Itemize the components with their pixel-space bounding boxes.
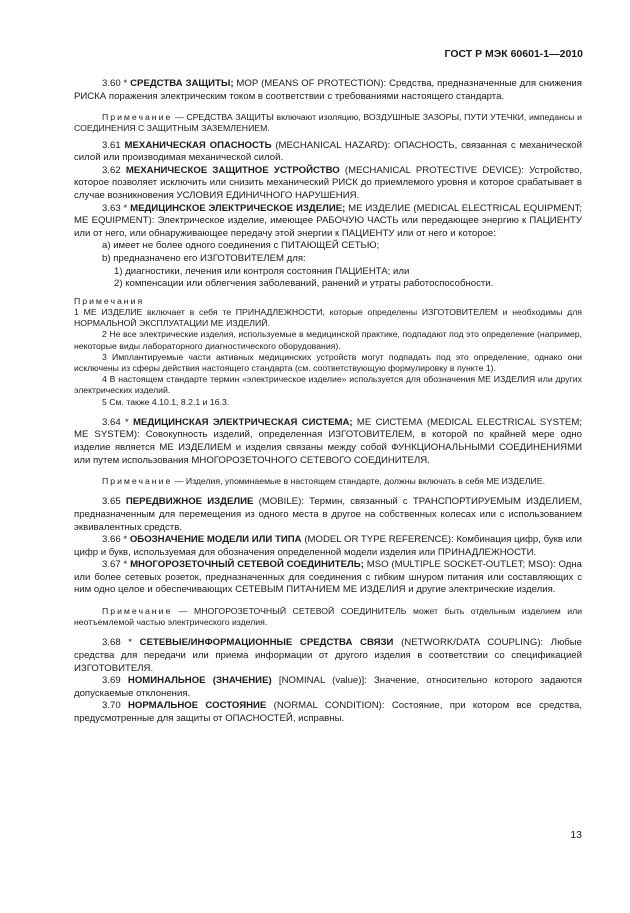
term-definition: (MECHANICAL HAZARD): ОПАСНОСТЬ, связанная с механической силой или производимая механической силой.: [74, 139, 582, 164]
term-title: ПЕРЕДВИЖНОЕ ИЗДЕЛИЕ: [125, 496, 254, 508]
term-number: 3.68 *: [102, 637, 133, 649]
term-title: МЕДИЦИНСКАЯ ЭЛЕКТРИЧЕСКАЯ СИСТЕМА;: [133, 416, 353, 428]
term-title: СРЕДСТВА ЗАЩИТЫ;: [130, 78, 234, 89]
note-5: 5 См. также 4.10.1, 8.2.1 и 16.3.: [102, 396, 230, 407]
term-number: 3.64 *: [102, 416, 129, 428]
term-number: 3.65: [102, 496, 121, 508]
term-title: ОБОЗНАЧЕНИЕ МОДЕЛИ ИЛИ ТИПА: [129, 534, 302, 546]
note-text: — МНОГОРОЗЕТОЧНЫЙ СЕТЕВОЙ СОЕДИНИТЕЛЬ может быть отдельным изделием или неотъемлемой частью электрического изделия.: [74, 606, 582, 628]
standard-header: ГОСТ Р МЭК 60601-1—2010: [444, 48, 583, 60]
note-text: — СРЕДСТВА ЗАЩИТЫ включают изоляцию, ВОЗДУШНЫЕ ЗАЗОРЫ, ПУТИ УТЕЧКИ, импедансы и СОЕДИНЕНИЯ С ЗАЩИТНЫМ ЗАЗЕМЛЕНИЕМ.: [74, 112, 582, 134]
term-3-61: [74, 140, 582, 165]
term-number: 3.60 *: [102, 78, 128, 89]
page-number: 13: [570, 829, 582, 841]
term-title: МНОГОРОЗЕТОЧНЫЙ СЕТЕВОЙ СОЕДИНИТЕЛЬ;: [130, 559, 364, 571]
term-3-62: [74, 165, 582, 203]
note-4: 4 В настоящем стандарте термин «электрическое изделие» используется для обозначения МЕ ИЗДЕЛИЯ или других электрических изделий.: [74, 374, 582, 396]
term-3-66: [74, 534, 582, 559]
note-text: — Изделия, упоминаемые в настоящем стандарте, должны включать в себя МЕ ИЗДЕЛИЕ.: [174, 476, 545, 487]
term-definition: (MECHANICAL PROTECTIVE DEVICE): Устройство, которое позволяет исключить или снизить механический РИСК до приемлемого уровня и которое срабатывает в случае возникновения УСЛОВИЯ ЕДИНИЧНОГО НАРУШЕНИЯ.: [74, 164, 582, 201]
term-definition: [NOMINAL (value)]: Значение, относительно которого задаются допускаемые отклонения.: [74, 675, 582, 699]
term-definition: (MOBILE): Термин, связанный с ТРАНСПОРТИРУЕМЫМ ИЗДЕЛИЕМ, предназначенным для перемещения из одного места в другое на собственных колесах или с использованием эквивалентных средств.: [74, 496, 583, 533]
term-definition: МЕ СИСТЕМА (MEDICAL ELECTRICAL SYSTEM; ME SYSTEM): Совокупность изделий, определенная ИЗГОТОВИТЕЛЕМ, в которой по крайней мере одно изделие является МЕ ИЗДЕЛИЕМ и изделия связаны между собой ФУНКЦИОНАЛЬНЫМИ СОЕДИНЕНИЯМИ или путем использования МНОГОРОЗЕТОЧНОГО СЕТЕВОГО СОЕДИНИТЕЛЯ.: [74, 416, 582, 466]
term-definition: (NORMAL CONDITION): Состояние, при котором все средства, предусмотренные для защиты от ОПАСНОСТЕЙ, исправны.: [74, 700, 582, 725]
list-item-b1: 1) диагностики, лечения или контроля состояния ПАЦИЕНТА; или: [114, 265, 410, 277]
note-3: 3 Имплантируемые части активных медицинских устройств могут подпадать под это определение, однако они исключены из сферы действия настоящего стандарта (см. соответствующую формулировку в пункте 1).: [74, 351, 582, 373]
list-item-b: b) предназначено его ИЗГОТОВИТЕЛЕМ для:: [102, 252, 306, 264]
term-definition: (NETWORK/DATA COUPLING): Любые средства для передачи или приема информации от другого изделия в соответствии со спецификацией ИЗГОТОВИТЕЛЯ.: [74, 637, 583, 674]
term-definition: МЕ ИЗДЕЛИЕ (MEDICAL ELECTRICAL EQUIPMENT; ME EQUIPMENT): Электрическое изделие, имеющее РАБОЧУЮ ЧАСТЬ или передающее энергию к ПАЦИЕНТУ или от него, или обнаруживающее передачу этой энергии к ПАЦИЕНТУ или от него и которое:: [74, 202, 582, 239]
list-item-b2: 2) компенсации или облегчения заболеваний, ранений и утраты работоспособности.: [114, 278, 494, 290]
term-3-60: [74, 78, 582, 103]
note-label: Примечание: [102, 606, 173, 617]
note-label: Примечания: [74, 295, 145, 306]
term-title: МЕХАНИЧЕСКАЯ ОПАСНОСТЬ: [124, 139, 272, 151]
term-number: 3.67 *: [102, 559, 128, 571]
term-number: 3.63 *: [102, 202, 128, 214]
term-title: СЕТЕВЫЕ/ИНФОРМАЦИОННЫЕ СРЕДСТВА СВЯЗИ: [139, 637, 394, 649]
term-number: 3.69: [102, 675, 121, 687]
term-title: НОМИНАЛЬНОЕ (ЗНАЧЕНИЕ): [127, 675, 272, 687]
term-3-67: [74, 559, 582, 597]
term-title: МЕХАНИЧЕСКОЕ ЗАЩИТНОЕ УСТРОЙСТВО: [125, 164, 340, 176]
term-title: МЕДИЦИНСКОЕ ЭЛЕКТРИЧЕСКОЕ ИЗДЕЛИЕ;: [130, 202, 346, 214]
term-definition: МОР (MEANS OF PROTECTION): Средства, предназначенные для снижения РИСКА поражения электрическим током в соответствии с требованиями настоящего стандарта.: [74, 78, 582, 102]
term-definition: MSO (MULTIPLE SOCKET-OUTLET; MSO): Одна или более сетевых розеток, предназначенных для соединения с гибким шнуром питания или составляющих с ним одно целое и обеспечивающих СЕТЕВЫМ ПИТАНИЕМ МЕ ИЗДЕЛИЯ и другие электрические изделия.: [74, 559, 582, 596]
term-3-64: [74, 417, 582, 467]
term-number: 3.62: [102, 164, 121, 176]
document-body: [74, 78, 582, 726]
note-3-60: [74, 112, 582, 134]
notes-label-3-63: [74, 296, 582, 307]
note-2: 2 Не все электрические изделия, используемые в медицинской практике, подпадают под это определение (например, некоторые виды лабораторного диагностического оборудования).: [74, 329, 582, 351]
term-title: НОРМАЛЬНОЕ СОСТОЯНИЕ: [128, 700, 267, 712]
note-label: Примечание: [102, 476, 173, 487]
term-3-70: [74, 700, 582, 725]
term-3-65: [74, 496, 582, 534]
term-3-68: [74, 637, 582, 675]
term-3-63: [74, 203, 582, 241]
list-item-a: а) имеет не более одного соединения с ПИТАЮЩЕЙ СЕТЬЮ;: [102, 240, 380, 252]
term-3-69: [74, 675, 582, 700]
term-number: 3.66 *: [102, 534, 128, 546]
note-1: 1 МЕ ИЗДЕЛИЕ включает в себя те ПРИНАДЛЕЖНОСТИ, которые определены ИЗГОТОВИТЕЛЕМ и необходимы для НОРМАЛЬНОЙ ЭКСПЛУАТАЦИИ МЕ ИЗДЕЛИЙ.: [74, 306, 582, 329]
term-definition: (MODEL OR TYPE REFERENCE): Комбинация цифр, букв или цифр и букв, используемая для обозначения определенной модели изделия или ПРИНАДЛЕЖНОСТИ.: [74, 534, 582, 558]
note-label: Примечание: [102, 112, 173, 123]
note-3-64: [74, 476, 582, 487]
note-3-67: [74, 606, 582, 628]
term-number: 3.61: [102, 139, 121, 151]
term-number: 3.70: [102, 700, 121, 712]
